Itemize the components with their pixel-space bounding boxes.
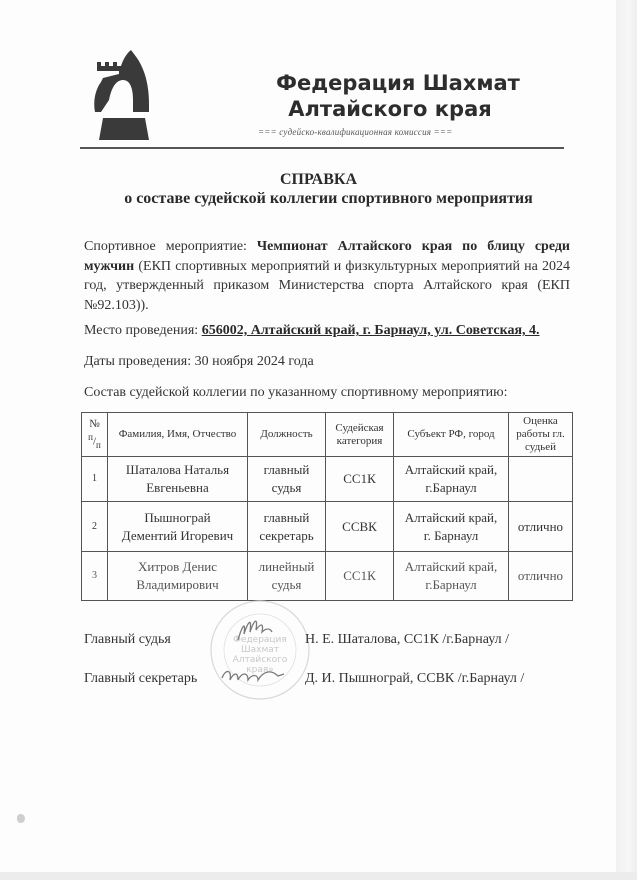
signature-role-chief-secretary: Главный секретарь	[84, 671, 198, 686]
signature-role-chief-judge: Главный судья	[84, 632, 171, 647]
dates-label: Даты проведения:	[84, 354, 195, 369]
row-name: Пышнограй Дементий Игоревич	[108, 502, 248, 552]
row-rating: отлично	[509, 502, 573, 552]
document-subtitle: о составе судейской коллегии спортивного мероприятия	[124, 190, 533, 207]
row-region: Алтайский край, г.Барнаул	[394, 552, 509, 601]
row-category: СС1К	[326, 552, 394, 601]
org-title-line2: Алтайского края	[288, 97, 492, 121]
header-category: Судейская категория	[326, 413, 394, 457]
row-num: 1	[82, 457, 108, 502]
org-title-line1: Федерация Шахмат	[276, 71, 520, 95]
venue-label: Место проведения:	[84, 323, 202, 338]
signature-name-chief-secretary: Д. И. Пышнограй, ССВК /г.Барнаул /	[305, 671, 525, 686]
judges-table	[81, 412, 573, 601]
row-num: 2	[82, 502, 108, 552]
venue-paragraph	[84, 321, 584, 341]
chess-knight-logo-icon	[93, 50, 155, 142]
header-position: Должность	[248, 413, 326, 457]
row-position: главный судья	[248, 457, 326, 502]
row-category: СС1К	[326, 457, 394, 502]
scan-edge-bottom	[0, 872, 637, 880]
scan-edge-right	[616, 0, 637, 880]
event-name: Чемпионат Алтайского края по блицу среди мужчин	[84, 239, 570, 274]
row-rating	[509, 457, 573, 502]
stamp-text-line2: Шахмат	[240, 645, 280, 655]
organization-title	[238, 70, 558, 122]
table-row	[82, 552, 573, 601]
stamp-text-line4: края»	[246, 665, 274, 675]
header-num: № $^п/_п$	[82, 413, 108, 457]
scan-artifact	[17, 814, 25, 823]
header-rating: Оценка работы гл. судьей	[509, 413, 573, 457]
signature-name-chief-judge: Н. Е. Шаталова, СС1К /г.Барнаул /	[305, 632, 509, 647]
composition-intro: Состав судейской коллегии по указанному спортивному мероприятию:	[84, 385, 508, 400]
event-paragraph	[84, 237, 570, 315]
header-region: Субъект РФ, город	[394, 413, 509, 457]
row-region: Алтайский край, г.Барнаул	[394, 457, 509, 502]
table-row	[82, 457, 573, 502]
event-description: (ЕКП спортивных мероприятий и физкультурных мероприятий на 2024 год, утвержденный приказом Министерства спорта Алтайского края (ЕКП №92.103)).	[84, 258, 570, 313]
table-row	[82, 502, 573, 552]
row-name: Хитров Денис Владимирович	[108, 552, 248, 601]
stamp-text-line3: Алтайского	[232, 655, 288, 665]
stamp-text-line1: Федерация	[233, 635, 287, 645]
dates-value: 30 ноября 2024 года	[194, 354, 314, 369]
row-rating: отлично	[509, 552, 573, 601]
row-name: Шаталова Наталья Евгеньевна	[108, 457, 248, 502]
row-region: Алтайский край, г. Барнаул	[394, 502, 509, 552]
dates-paragraph	[84, 352, 570, 372]
organization-subtitle: === судейско-квалификационная комиссия ===	[258, 127, 453, 137]
event-label: Спортивное мероприятие:	[84, 239, 257, 254]
document-title: СПРАВКА	[279, 171, 358, 188]
row-position: линейный судья	[248, 552, 326, 601]
header-name: Фамилия, Имя, Отчество	[108, 413, 248, 457]
header-divider	[80, 147, 564, 149]
row-category: ССВК	[326, 502, 394, 552]
row-num: 3	[82, 552, 108, 601]
venue-value: 656002, Алтайский край, г. Барнаул, ул. Советская, 4.	[201, 323, 540, 338]
row-position: главный секретарь	[248, 502, 326, 552]
organization-stamp-icon	[208, 598, 312, 702]
table-header-row	[82, 413, 573, 457]
